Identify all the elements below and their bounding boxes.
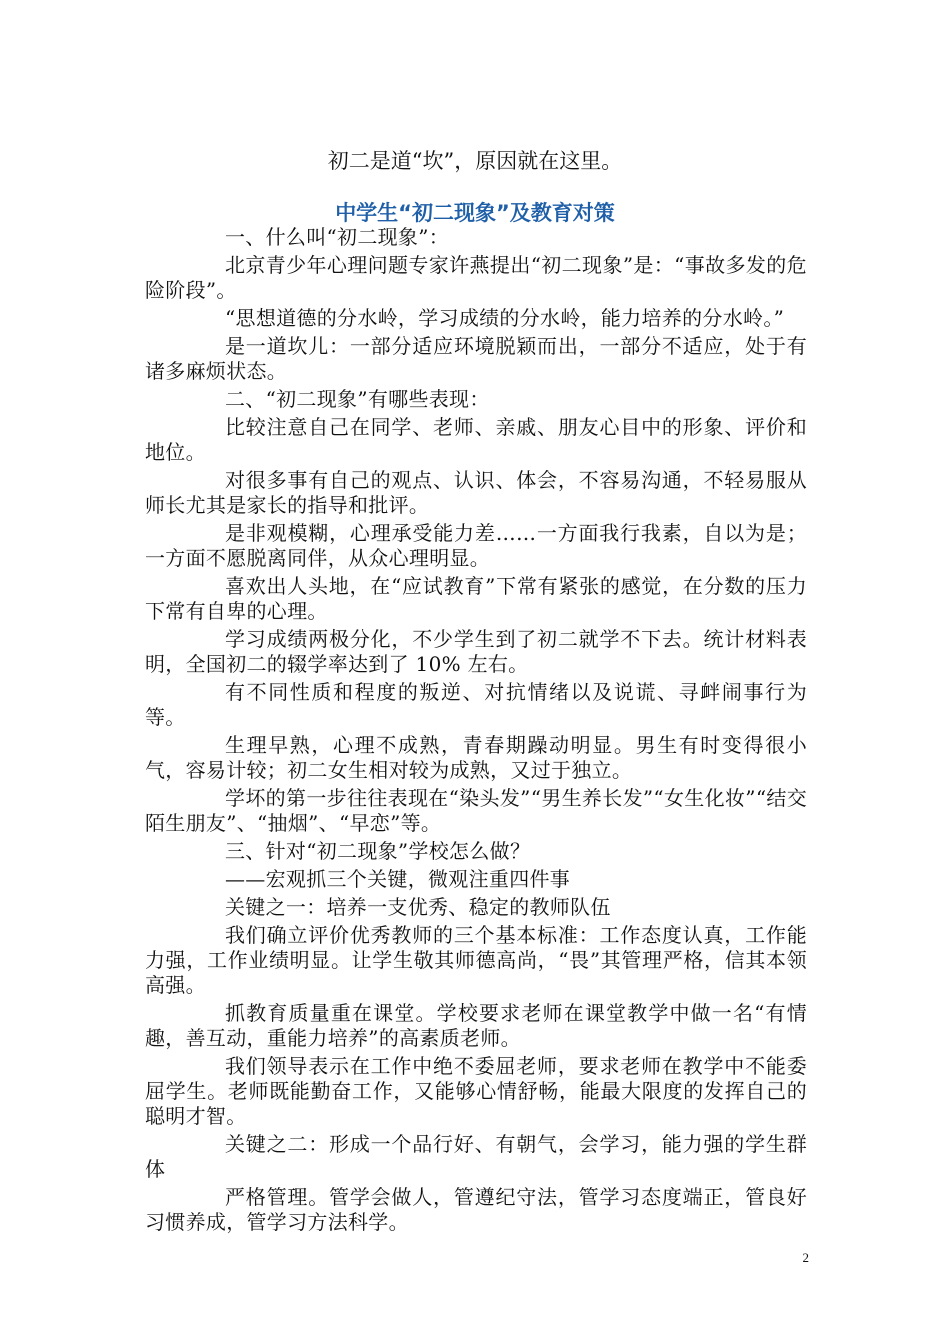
body-paragraph: 学坏的第一步往往表现在“染头发”“男生养长发”“女生化妆”“结交陌生朋友”、“抽烟”、“早恋”等。: [145, 786, 807, 835]
body-paragraph: 北京青少年心理问题专家许燕提出“初二现象”是：“事故多发的危险阶段”。: [145, 253, 807, 302]
body-paragraph: 我们确立评价优秀教师的三个基本标准：工作态度认真，工作能力强，工作业绩明显。让学生敬其师德高尚，“畏”其管理严格，信其本领高强。: [145, 923, 807, 997]
body-paragraph: 严格管理。管学会做人，管遵纪守法，管学习态度端正，管良好习惯养成，管学习方法科学。: [145, 1185, 807, 1234]
body-paragraph: ——宏观抓三个关键，微观注重四件事: [225, 867, 571, 891]
body-paragraph: “思想道德的分水岭，学习成绩的分水岭，能力培养的分水岭。”: [225, 306, 785, 330]
key-heading-2: 关键之二：形成一个品行好、有朝气，会学习，能力强的学生群体: [145, 1132, 807, 1181]
section-heading-2: 二、“初二现象”有哪些表现：: [225, 387, 490, 411]
body-paragraph: 喜欢出人头地，在“应试教育”下常有紧张的感觉，在分数的压力下常有自卑的心理。: [145, 574, 807, 623]
section-heading-3: 三、针对“初二现象”学校怎么做？: [225, 839, 531, 863]
body-paragraph: 是非观模糊，心理承受能力差……一方面我行我素，自以为是；一方面不愿脱离同伴，从众心理明显。: [145, 521, 807, 570]
body-paragraph: 比较注意自己在同学、老师、亲戚、朋友心目中的形象、评价和地位。: [145, 415, 807, 464]
document-title: 中学生“初二现象”及教育对策: [335, 201, 615, 225]
page-number: 2: [802, 1250, 809, 1265]
key-heading-1: 关键之一：培养一支优秀、稳定的教师队伍: [225, 895, 611, 919]
body-paragraph: 我们领导表示在工作中绝不委屈老师，要求老师在教学中不能委屈学生。老师既能勤奋工作，又能够心情舒畅，能最大限度的发挥自己的聪明才智。: [145, 1054, 807, 1128]
body-paragraph: 有不同性质和程度的叛逆、对抗情绪以及说谎、寻衅闹事行为等。: [145, 680, 807, 729]
body-paragraph: 是一道坎儿：一部分适应环境脱颖而出，一部分不适应，处于有诸多麻烦状态。: [145, 334, 807, 383]
section-heading-1: 一、什么叫“初二现象”：: [225, 225, 450, 249]
body-paragraph: 对很多事有自己的观点、认识、体会，不容易沟通，不轻易服从师长尤其是家长的指导和批评。: [145, 468, 807, 517]
intro-line: 初二是道“坎”，原因就在这里。: [327, 149, 623, 173]
body-paragraph: 抓教育质量重在课堂。学校要求老师在课堂教学中做一名“有情趣，善互动，重能力培养”的高素质老师。: [145, 1001, 807, 1050]
document-body: [145, 225, 807, 1238]
body-paragraph: 生理早熟，心理不成熟，青春期躁动明显。男生有时变得很小气，容易计较；初二女生相对较为成熟，又过于独立。: [145, 733, 807, 782]
body-paragraph: 学习成绩两极分化，不少学生到了初二就学不下去。统计材料表明，全国初二的辍学率达到了 10% 左右。: [145, 627, 807, 676]
